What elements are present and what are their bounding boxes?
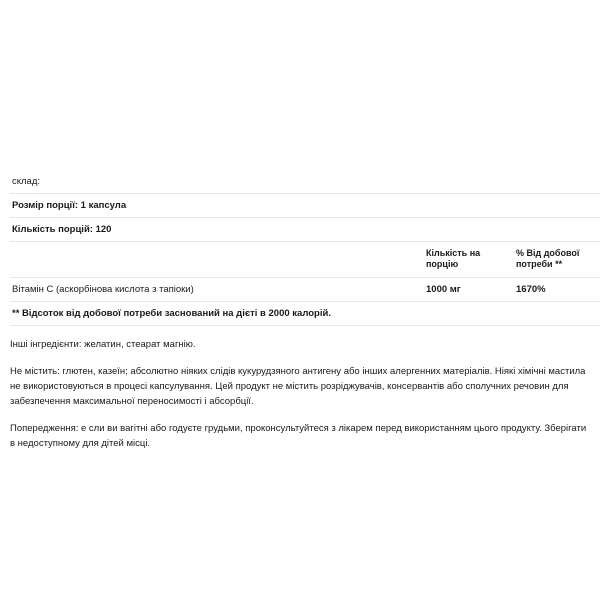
column-header-amount: Кількість на порцію: [424, 242, 514, 278]
top-spacer: [10, 0, 590, 170]
table-row-title: [10, 170, 600, 194]
empty-cell-amount: [424, 194, 514, 218]
empty-cell-dv: [514, 218, 600, 242]
column-header-daily-value: % Від добової потреби **: [514, 242, 600, 278]
table-row: [10, 277, 600, 301]
empty-cell-dv: [514, 194, 600, 218]
warning-paragraph: Попередження: е сли ви вагітні або годуєте грудьми, проконсультуйтеся з лікарем перед використанням цього продукту. Зберігати в недоступному для дітей місці.: [10, 423, 587, 450]
empty-cell-amount: [424, 170, 514, 194]
daily-value-footnote: ** Відсоток від добової потреби заснований на дієті в 2000 калорій.: [10, 301, 600, 325]
supplement-facts-table: [10, 170, 600, 326]
empty-cell-dv: [514, 170, 600, 194]
additional-info-block: [10, 338, 590, 452]
nutrient-daily-value: 1670%: [514, 277, 600, 301]
column-header-name: [10, 242, 424, 278]
table-row-serving-size: [10, 194, 600, 218]
table-header-row: [10, 242, 600, 278]
nutrient-name: Вітамін C (аскорбінова кислота з тапіоки): [10, 277, 424, 301]
table-row-footnote: [10, 301, 600, 325]
nutrient-amount: 1000 мг: [424, 277, 514, 301]
table-row-servings-per-container: [10, 218, 600, 242]
servings-per-container-label: Кількість порцій: 120: [10, 218, 424, 242]
empty-cell-amount: [424, 218, 514, 242]
free-from-paragraph: Не містить: глютен, казеїн; абсолютно ніяких слідів кукурудзяного антигену або інших алергенних матеріалів. Ніякі хімічні мастила не використовуються в процесі капсулування. Цей продукт не містить розріджувачів, консервантів або сполучних речовин для забезпечення максимальної переносимості і абсорбції.: [10, 366, 586, 407]
other-ingredients-paragraph: Інші інгредієнти: желатин, стеарат магнію.: [10, 338, 196, 350]
composition-label: склад:: [10, 170, 424, 194]
serving-size-label: Розмір порції: 1 капсула: [10, 194, 424, 218]
